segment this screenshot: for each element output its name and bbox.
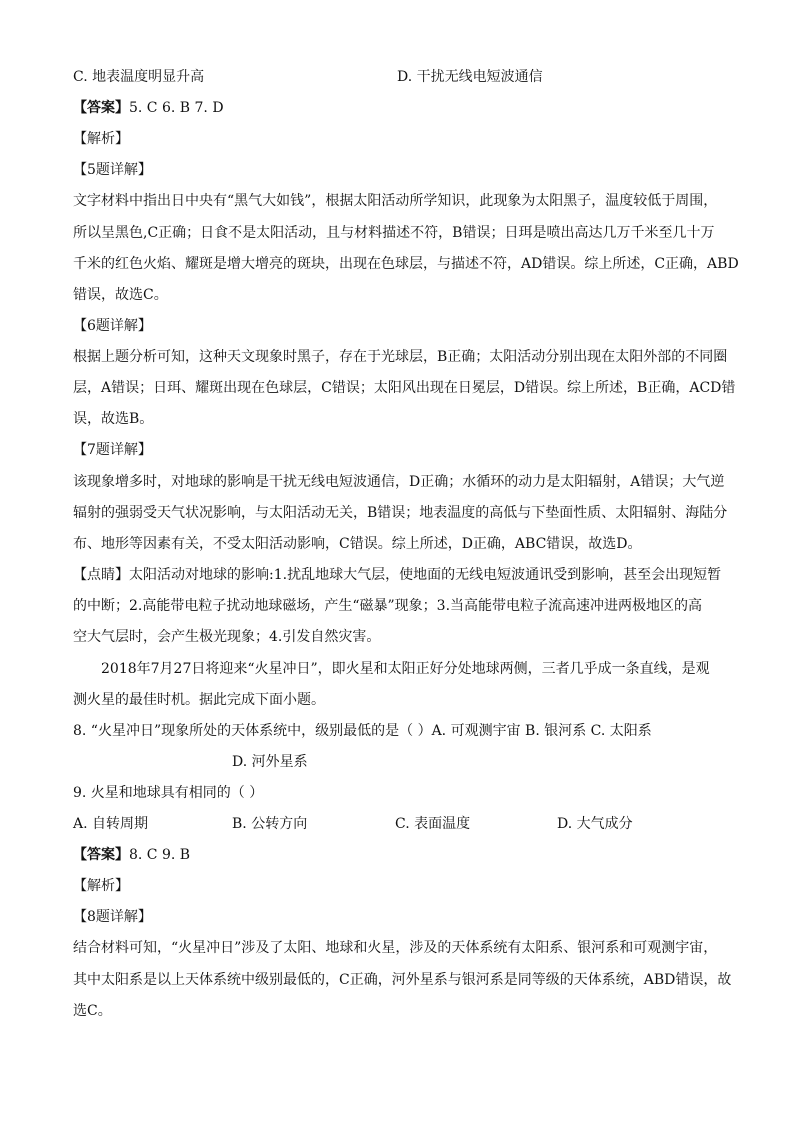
analysis-label-1: 【解析】 [73, 131, 129, 147]
q9-stem: 9. 火星和地球具有相同的（ ） [73, 785, 264, 801]
analysis-label-2: 【解析】 [73, 878, 129, 894]
q6-heading: 【6题详解】 [73, 318, 152, 334]
q5-line: 所以呈黑色,C正确；日食不是太阳活动，且与材料描述不符，B错误；日珥是喷出高达几万千米至几十万 [73, 225, 715, 241]
q9-option-b: B. 公转方向 [232, 816, 308, 832]
intro-line: 测火星的最佳时机。据此完成下面小题。 [73, 692, 325, 708]
q8-detail-heading: 【8题详解】 [73, 909, 152, 925]
q8-detail-line: 其中太阳系是以上天体系统中级别最低的，C正确，河外星系与银河系是同等级的天体系统，ABD错误，故 [73, 972, 732, 988]
q7-line: 布、地形等因素有关，不受太阳活动影响，C错误。综上所述，D正确，ABC错误，故选D。 [73, 536, 642, 552]
q9-option-d: D. 大气成分 [557, 816, 633, 832]
q8-detail-line: 选C。 [73, 1003, 112, 1019]
pointer-line: 空大气层时，会产生极光现象；4.引发自然灾害。 [73, 629, 381, 645]
q5-line: 文字材料中指出日中央有“黑气大如钱”，根据太阳活动所学知识，此现象为太阳黑子，温度较低于周围， [73, 193, 718, 209]
q7-line: 该现象增多时，对地球的影响是干扰无线电短波通信，D正确；水循环的动力是太阳辐射，A错误；大气逆 [73, 474, 725, 490]
pointer-line: 的中断；2.高能带电粒子扰动地球磁场，产生“磁暴”现象；3.当高能带电粒子流高速冲进两极地区的高 [73, 598, 703, 614]
q9-option-c: C. 表面温度 [395, 816, 471, 832]
answer-label: 【答案】 [73, 100, 129, 116]
q9-option-a: A. 自转周期 [73, 816, 149, 832]
answer-line-2 [73, 845, 733, 865]
option-d: D. 干扰无线电短波通信 [397, 69, 543, 85]
q8-detail-line: 结合材料可知，“火星冲日”涉及了太阳、地球和火星，涉及的天体系统有太阳系、银河系和可观测宇宙， [73, 940, 718, 956]
intro-line: 2018年7月27日将迎来“火星冲日”，即火星和太阳正好分处地球两侧，三者几乎成一条直线，是观 [101, 661, 710, 677]
q8-stem: 8. “火星冲日”现象所处的天体系统中，级别最低的是（ ）A. 可观测宇宙 B. 银河系 C. 太阳系 [73, 723, 652, 739]
answer-text: 5. C 6. B 7. D [129, 100, 224, 116]
q7-line: 辐射的强弱受天气状况影响，与太阳活动无关，B错误；地表温度的高低与下垫面性质、太阳辐射、海陆分 [73, 505, 728, 521]
option-c: C. 地表温度明显升高 [73, 69, 205, 85]
q6-line: 误，故选B。 [73, 411, 154, 427]
q5-line: 错误，故选C。 [73, 287, 168, 303]
pointer-line: 【点睛】太阳活动对地球的影响:1.扰乱地球大气层，使地面的无线电短波通讯受到影响，甚至会出现短暂 [73, 567, 722, 583]
answer-line-1 [73, 98, 733, 118]
answer-text: 8. C 9. B [129, 847, 191, 863]
q5-heading: 【5题详解】 [73, 162, 152, 178]
q6-line: 根据上题分析可知，这种天文现象时黑子，存在于光球层，B正确；太阳活动分别出现在太阳外部的不同圈 [73, 349, 728, 365]
q7-heading: 【7题详解】 [73, 442, 152, 458]
q8-option-d: D. 河外星系 [232, 754, 308, 770]
q5-line: 千米的红色火焰、耀斑是增大增亮的斑块，出现在色球层，与描述不符，AD错误。综上所述，C正确，ABD [73, 256, 739, 272]
q6-line: 层，A错误；日珥、耀斑出现在色球层，C错误；太阳风出现在日冕层，D错误。综上所述，B正确，ACD错 [73, 380, 736, 396]
answer-label: 【答案】 [73, 847, 129, 863]
